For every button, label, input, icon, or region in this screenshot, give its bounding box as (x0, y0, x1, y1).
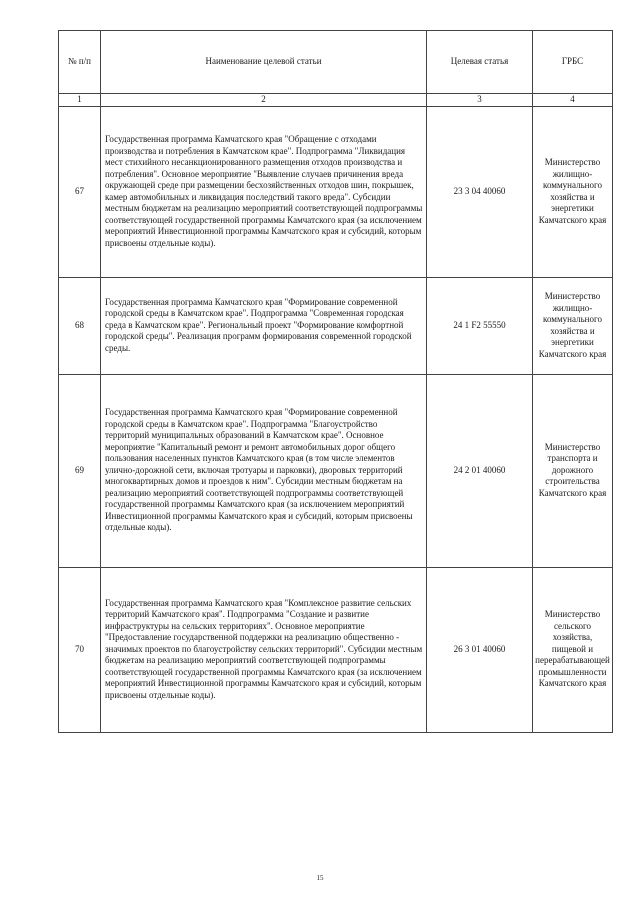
header-row (59, 31, 613, 94)
header-grbs: ГРБС (533, 31, 613, 94)
article-code: 26 3 01 40060 (427, 567, 533, 732)
table-row (59, 277, 613, 374)
grbs-name: Министерство жилищно-коммунального хозяйства и энергетики Камчатского края (533, 277, 613, 374)
grbs-name: Министерство жилищно-коммунального хозяйства и энергетики Камчатского края (533, 106, 613, 277)
column-number-row (59, 94, 613, 107)
header-name: Наименование целевой статьи (101, 31, 427, 94)
table-row (59, 567, 613, 732)
column-number: 3 (427, 94, 533, 107)
grbs-name: Министерство сельского хозяйства, пищевой и перерабатывающей промышленности Камчатского края (533, 567, 613, 732)
header-no: № п/п (59, 31, 101, 94)
row-number: 68 (59, 277, 101, 374)
page-number: 15 (316, 874, 324, 882)
header-code: Целевая статья (427, 31, 533, 94)
article-code: 24 1 F2 55550 (427, 277, 533, 374)
target-articles-table (58, 30, 613, 733)
row-number: 70 (59, 567, 101, 732)
column-number: 1 (59, 94, 101, 107)
article-name: Государственная программа Камчатского края "Комплексное развитие сельских территорий Камчатского края". Подпрограмма "Создание и развитие инфраструктуры на сельских территориях". Основное мероприятие "Предоставление государственной поддержки на реализацию общественно - значимых проектов по благоустройству сельских территорий". Субсидии местным бюджетам на реализацию мероприятий соответствующей подпрограммы соответствующей государственной программы Камчатского края (за исключением мероприятий Инвестиционной программы Камчатского края и субсидий, которым присвоены отдельные коды). (101, 567, 427, 732)
article-name: Государственная программа Камчатского края "Формирование современной городской среды в Камчатском крае". Подпрограмма "Благоустройство территорий муниципальных образований в Камчатском крае". Основное мероприятие "Капитальный ремонт и ремонт автомобильных дорог общего пользования населенных пунктов Камчатского края (в том числе элементов улично-дорожной сети, включая тротуары и парковки), дворовых территорий многоквартирных домов и проездов к ним". Субсидии местным бюджетам на реализацию мероприятий соответствующей подпрограммы соответствующей государственной программы Камчатского края (за исключением мероприятий Инвестиционной программы Камчатского края и субсидий, которым присвоены отдельные коды). (101, 374, 427, 567)
row-number: 67 (59, 106, 101, 277)
column-number: 2 (101, 94, 427, 107)
grbs-name: Министерство транспорта и дорожного строительства Камчатского края (533, 374, 613, 567)
table-row (59, 106, 613, 277)
column-number: 4 (533, 94, 613, 107)
row-number: 69 (59, 374, 101, 567)
article-code: 23 3 04 40060 (427, 106, 533, 277)
article-code: 24 2 01 40060 (427, 374, 533, 567)
article-name: Государственная программа Камчатского края "Обращение с отходами производства и потребления в Камчатском крае". Подпрограмма "Ликвидация мест стихийного несанкционированного размещения отходов производства и потребления". Основное мероприятие "Выявление случаев причинения вреда окружающей среде при размещении бесхозяйственных отходов шин, покрышек, камер автомобильных и ликвидация последствий такого вреда". Субсидии местным бюджетам на реализацию мероприятий соответствующей подпрограммы соответствующей государственной программы Камчатского края (за исключением мероприятий Инвестиционной программы Камчатского края и субсидий, которым присвоены отдельные коды). (101, 106, 427, 277)
table-row (59, 374, 613, 567)
article-name: Государственная программа Камчатского края "Формирование современной городской среды в Камчатском крае". Подпрограмма "Современная городская среда в Камчатском крае". Региональный проект "Формирование комфортной городской среды". Реализация программ формирования современной городской среды. (101, 277, 427, 374)
